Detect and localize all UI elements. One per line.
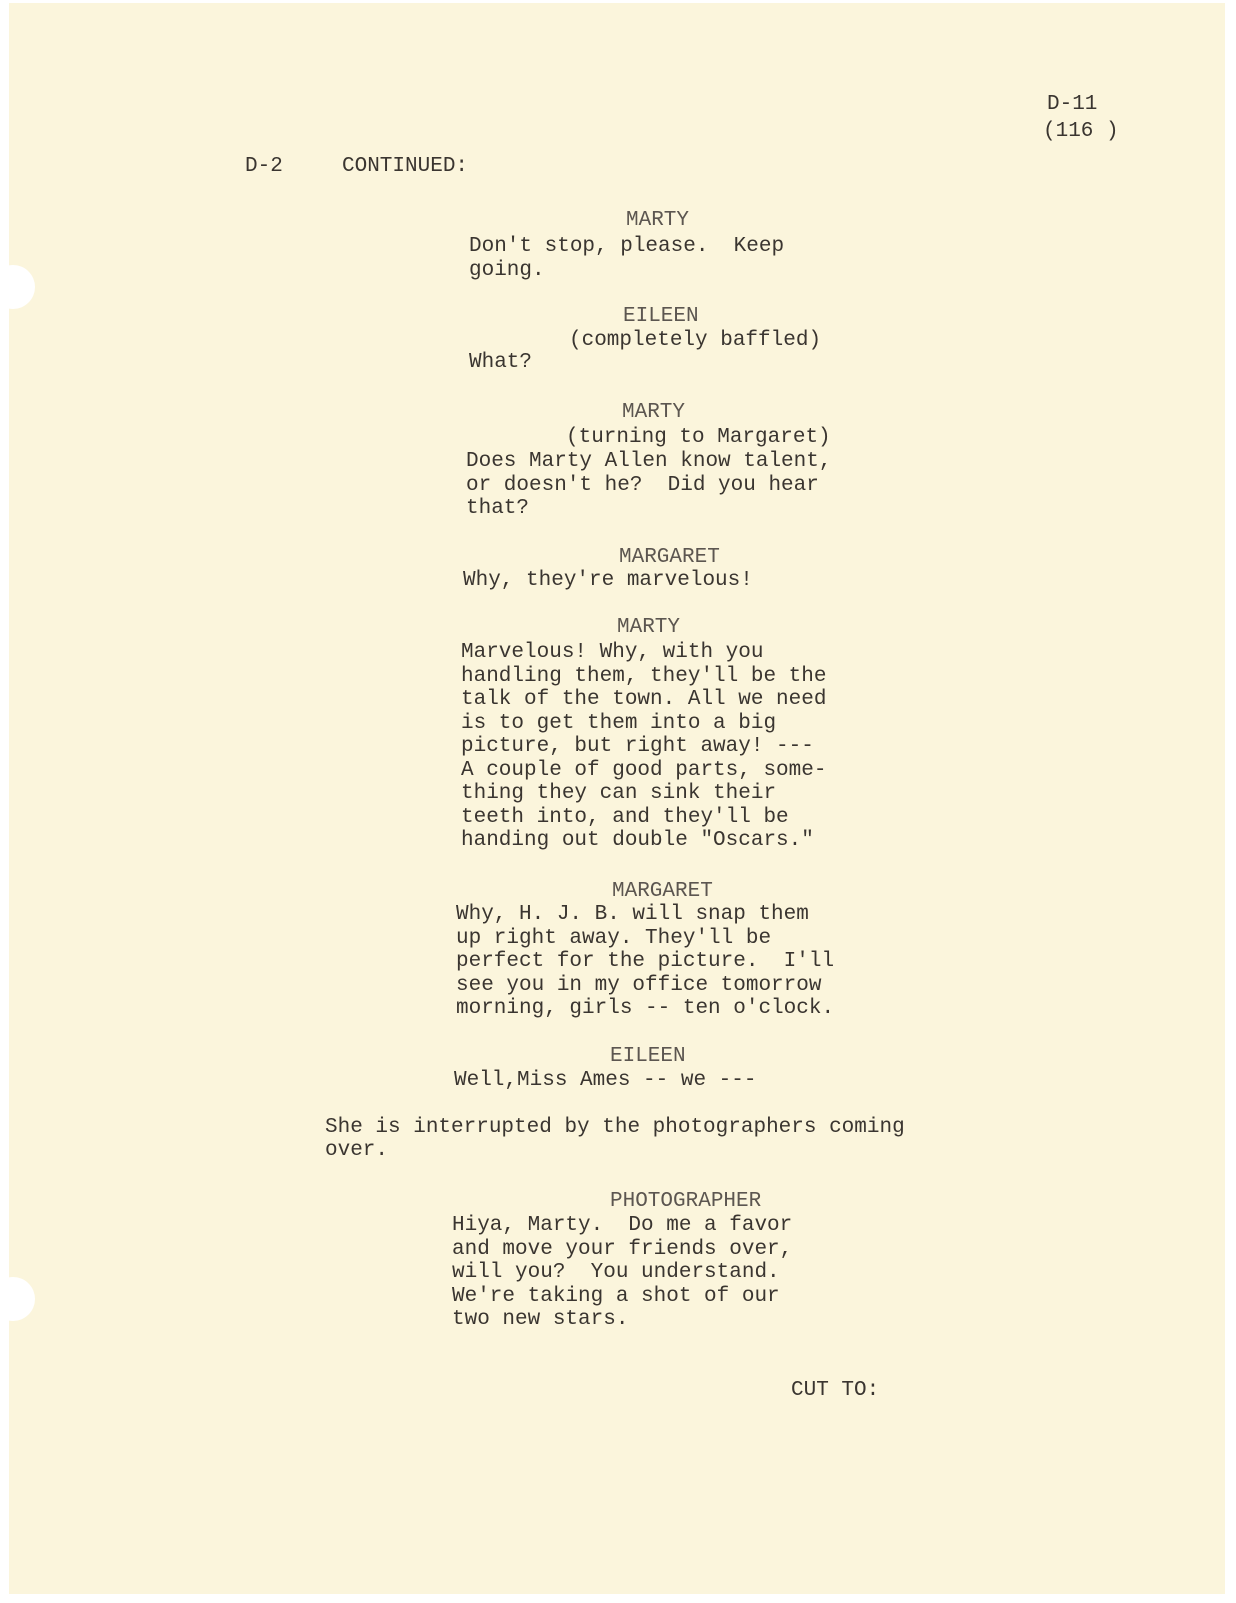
punch-hole-top	[9, 265, 35, 309]
character-cue: MARGARET	[612, 880, 713, 903]
page-number: D-11	[1047, 93, 1098, 116]
dialogue: Don't stop, please. Keep going.	[469, 235, 785, 282]
character-cue: EILEEN	[623, 305, 699, 328]
punch-hole-bottom	[9, 1277, 35, 1321]
character-cue: MARGARET	[619, 546, 720, 569]
transition: CUT TO:	[791, 1379, 880, 1402]
dialogue: What?	[469, 351, 533, 374]
dialogue: Hiya, Marty. Do me a favor and move your friends over, will you? You understand. We're taking a shot of our two new stars.	[452, 1214, 793, 1331]
action-line: She is interrupted by the photographers coming over.	[325, 1116, 905, 1162]
dialogue: Does Marty Allen know talent, or doesn't he? Did you hear that?	[466, 450, 832, 520]
character-cue: MARTY	[626, 209, 690, 232]
dialogue: Marvelous! Why, with you handling them, they'll be the talk of the town. All we need is to get them into a big picture, but right away! --- A couple of good parts, some- thing they can sink their teeth into, and they'll be handing out double "Oscars."	[461, 641, 827, 852]
parenthetical: (completely baffled)	[569, 329, 822, 352]
dialogue: Well,Miss Ames -- we ---	[454, 1069, 757, 1092]
character-cue: PHOTOGRAPHER	[610, 1190, 762, 1213]
dialogue: Why, they're marvelous!	[463, 569, 753, 592]
character-cue: MARTY	[617, 616, 681, 639]
parenthetical: (turning to Margaret)	[566, 426, 831, 449]
page-number-sub: (116 )	[1043, 120, 1119, 143]
script-page	[9, 3, 1225, 1594]
scene-heading: CONTINUED:	[342, 155, 469, 178]
scene-number: D-2	[245, 155, 283, 178]
character-cue: EILEEN	[610, 1045, 686, 1068]
dialogue: Why, H. J. B. will snap them up right away. They'll be perfect for the picture. I'll see you in my office tomorrow morning, girls -- ten o'clock.	[456, 903, 835, 1020]
character-cue: MARTY	[622, 401, 686, 424]
